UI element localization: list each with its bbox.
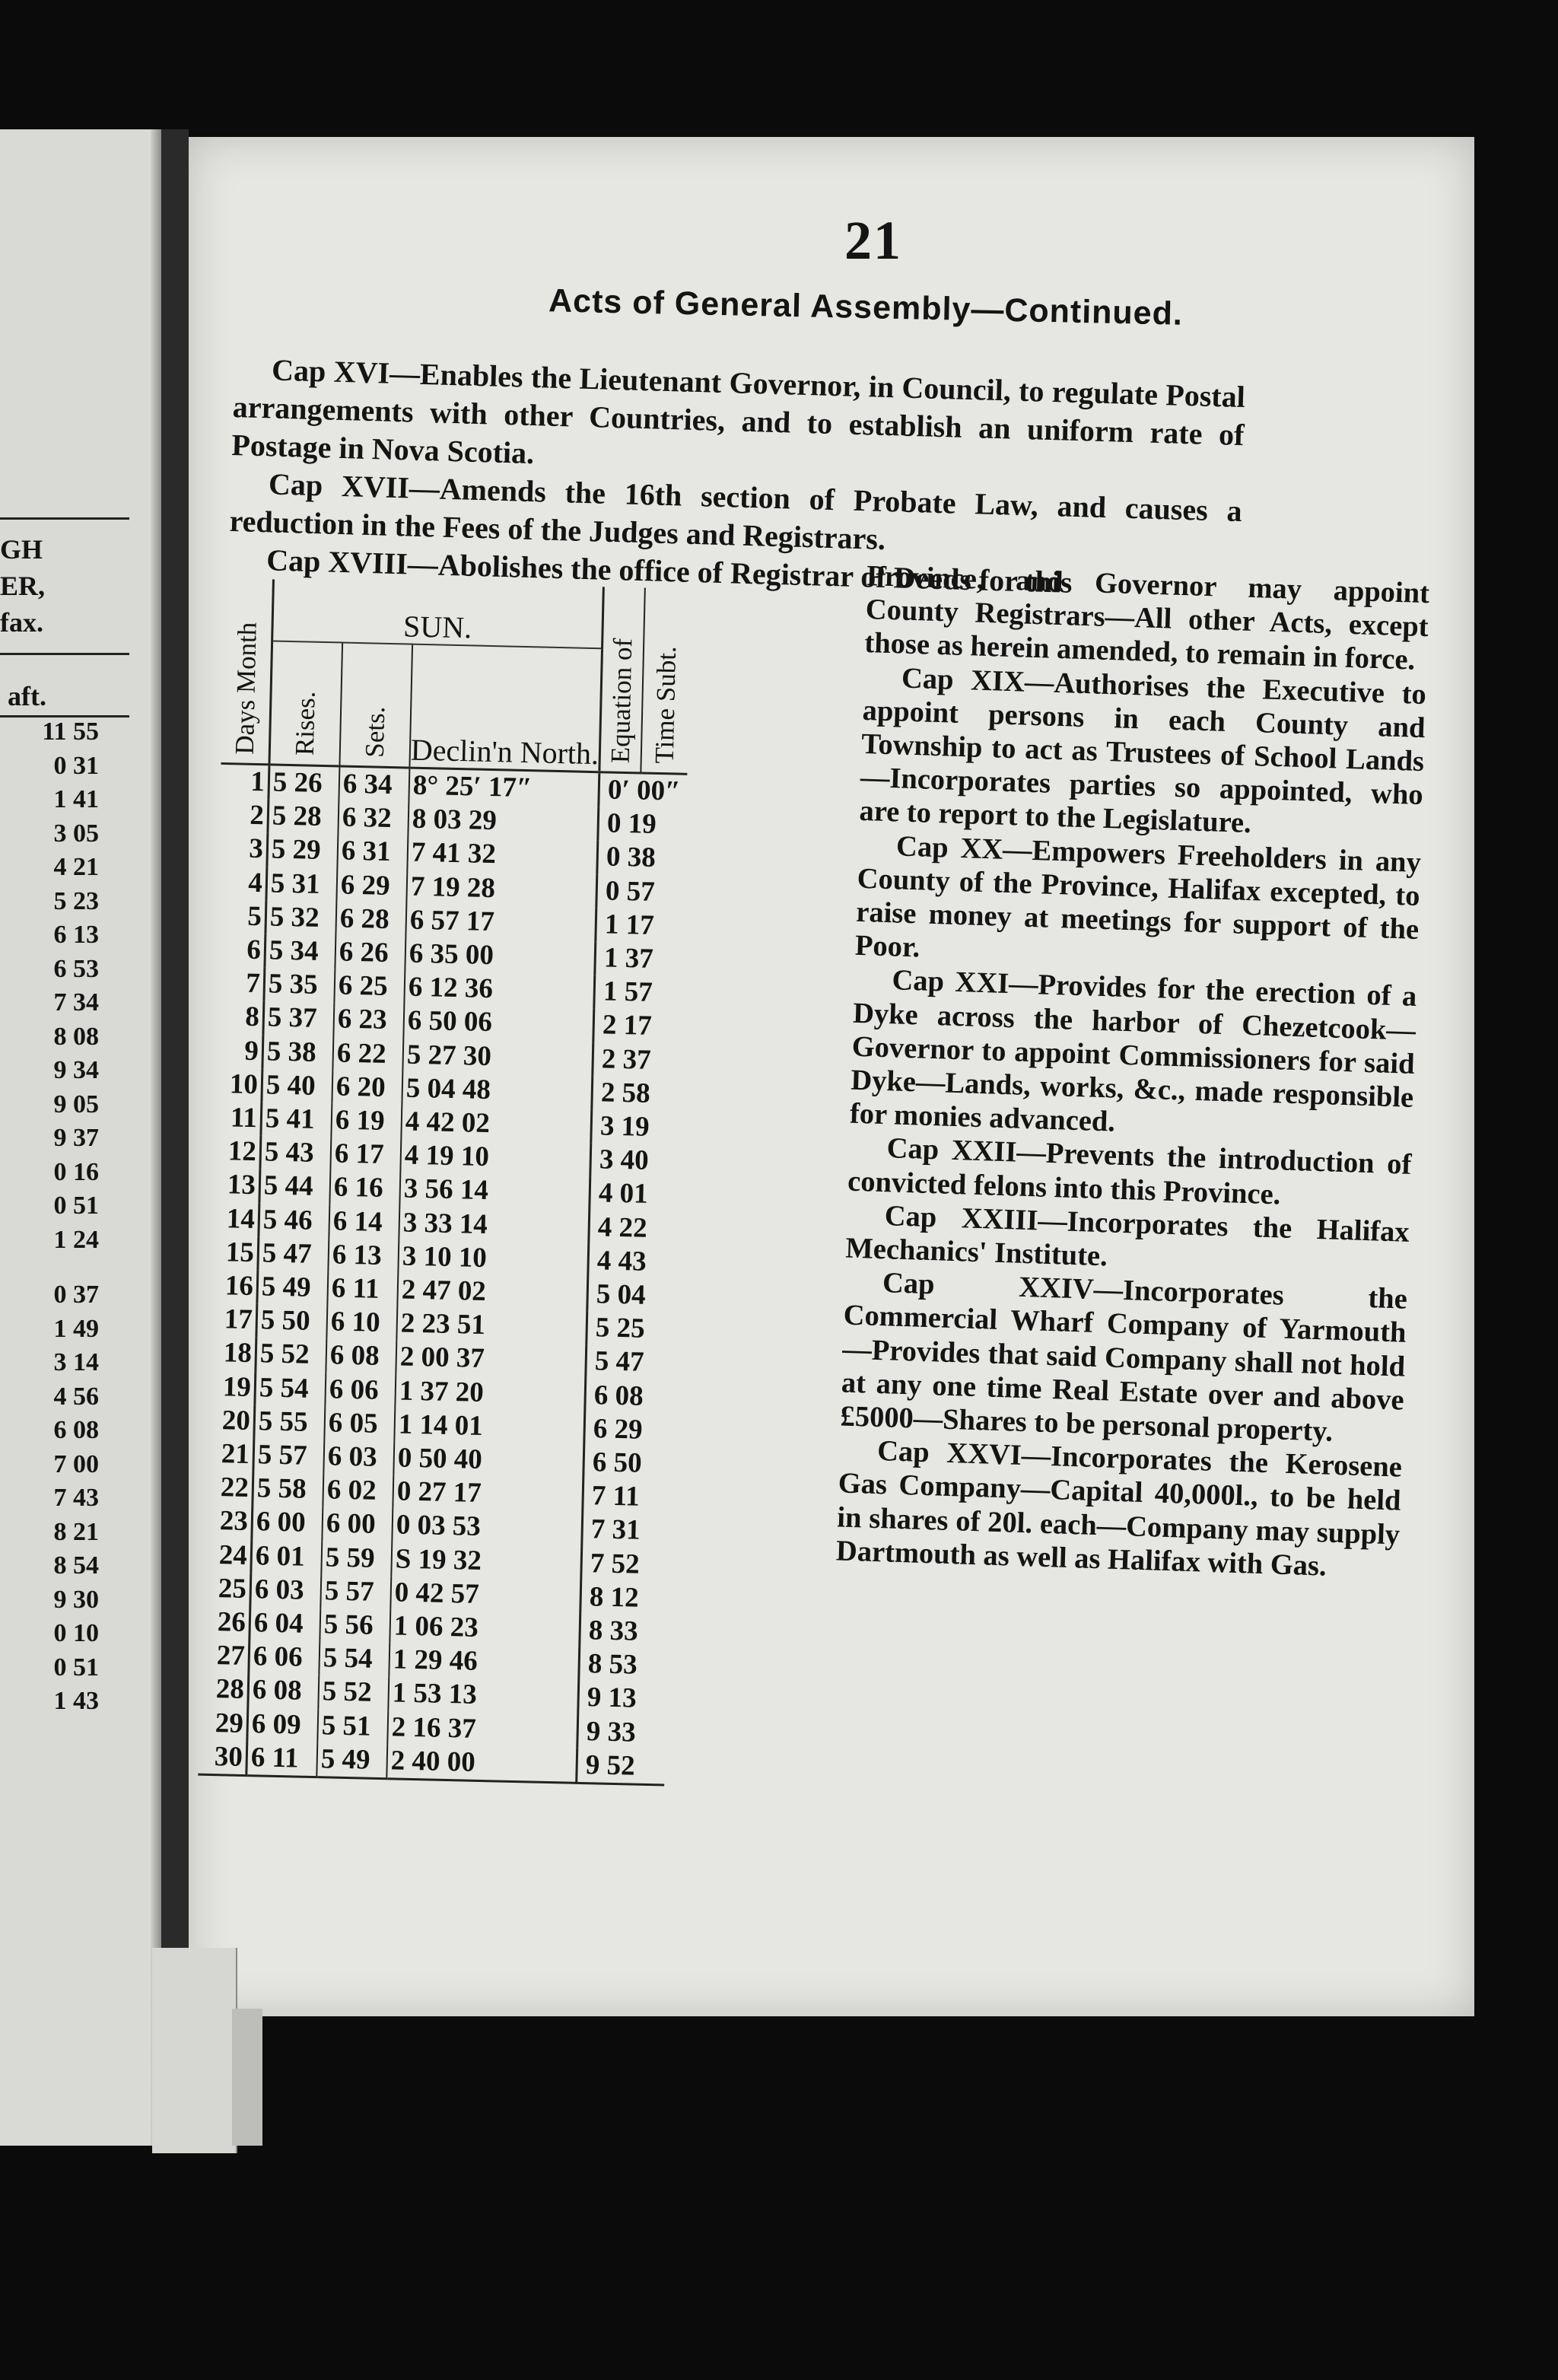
almanac-cell-rises: 6 08 <box>248 1674 319 1709</box>
almanac-cell-eq: 9 33 <box>577 1715 666 1751</box>
almanac-cell-day: 1 <box>250 765 265 798</box>
almanac-cell-eq: 9 52 <box>577 1748 666 1785</box>
almanac-cell-rises: 5 49 <box>257 1270 328 1305</box>
almanac-cell-eq: 5 25 <box>587 1311 675 1347</box>
left-column-value: 1 41 <box>53 785 99 813</box>
left-heading-line: fax. <box>0 607 43 638</box>
almanac-cell-eq: 0 38 <box>597 841 685 877</box>
almanac-cell-day: 28 <box>215 1673 245 1706</box>
almanac-cell-rises: 5 32 <box>265 900 336 935</box>
almanac-cell-sets: 6 06 <box>325 1373 396 1408</box>
left-column-value: 6 53 <box>53 954 99 983</box>
left-column-value: 7 34 <box>53 988 99 1017</box>
almanac-cell-sets: 6 28 <box>335 902 406 937</box>
almanac-cell-eq: 6 29 <box>584 1412 672 1448</box>
almanac-cell-eq: 0′ 00″ <box>599 772 688 809</box>
left-column-value: 9 34 <box>53 1056 99 1084</box>
almanac-cell-day: 19 <box>222 1370 252 1403</box>
almanac-cell-sets: 6 10 <box>326 1306 397 1341</box>
header-rises: Rises. <box>269 641 342 766</box>
left-column-value: 1 49 <box>53 1314 99 1343</box>
left-column-value: 8 54 <box>53 1551 99 1580</box>
almanac-cell-sets: 5 52 <box>318 1675 389 1710</box>
left-column-value: 0 51 <box>53 1192 99 1220</box>
almanac-cell-dec: 3 33 14 <box>399 1206 590 1244</box>
almanac-cell-dec: 8 03 29 <box>408 803 599 841</box>
almanac-cell-sets: 5 56 <box>320 1608 390 1643</box>
almanac-cell-sets: 6 20 <box>332 1070 402 1105</box>
almanac-cell-rises: 6 00 <box>252 1506 323 1541</box>
almanac-cell-dec: 1 53 13 <box>388 1677 579 1715</box>
almanac-cell-dec: 4 42 02 <box>401 1105 592 1143</box>
left-page-fragment <box>0 129 161 2146</box>
almanac-cell-dec: 3 56 14 <box>399 1172 590 1211</box>
page-heading: Acts of General Assembly—Continued. <box>548 282 1184 332</box>
almanac-cell-day: 8 <box>244 1001 260 1033</box>
almanac-cell-eq: 1 37 <box>595 941 683 977</box>
almanac-cell-eq: 8 33 <box>580 1614 668 1650</box>
almanac-cell-rises: 5 54 <box>255 1371 326 1406</box>
almanac-cell-dec: 1 14 01 <box>394 1408 585 1446</box>
almanac-cell-eq: 3 40 <box>590 1143 679 1179</box>
almanac-cell-day: 22 <box>220 1472 250 1504</box>
act-paragraph: Cap XXII—Prevents the introduction of convicted felons into this Province. <box>847 1132 1412 1211</box>
almanac-cell-day: 18 <box>223 1337 253 1370</box>
almanac-cell-day: 26 <box>217 1606 246 1639</box>
almanac-cell-sets: 6 03 <box>323 1440 394 1475</box>
almanac-cell-day: 23 <box>219 1505 249 1538</box>
almanac-cell-dec: 3 10 10 <box>398 1239 589 1278</box>
almanac-cell-dec: 0 27 17 <box>393 1475 583 1513</box>
header-time-subt: Time Subt. <box>641 588 692 775</box>
almanac-cell-dec: 2 16 37 <box>387 1710 578 1748</box>
almanac-cell-rises: 5 50 <box>256 1303 327 1338</box>
almanac-cell-sets: 6 11 <box>327 1271 398 1306</box>
almanac-cell-rises: 6 03 <box>250 1573 321 1608</box>
page-stub-shadow <box>232 2009 262 2146</box>
almanac-cell-dec: 1 29 46 <box>389 1643 580 1682</box>
almanac-cell-sets: 6 25 <box>334 969 405 1004</box>
almanac-cell-eq: 9 13 <box>578 1681 666 1717</box>
almanac-cell-dec: 4 19 10 <box>400 1139 591 1177</box>
left-column-value: 8 21 <box>53 1517 99 1546</box>
almanac-cell-day: 17 <box>224 1303 253 1336</box>
almanac-cell-rises: 5 52 <box>256 1338 326 1373</box>
almanac-cell-rises: 5 34 <box>265 934 335 969</box>
almanac-cell-dec: 7 19 28 <box>406 870 597 908</box>
left-page-column <box>0 715 114 1719</box>
almanac-cell-eq: 1 17 <box>596 908 684 943</box>
almanac-cell-dec: 8° 25′ 17″ <box>409 768 599 807</box>
almanac-cell-sets: 6 31 <box>337 835 408 870</box>
almanac-cell-day: 7 <box>245 967 261 1000</box>
almanac-cell-rises: 6 04 <box>250 1606 320 1641</box>
almanac-cell-rises: 5 35 <box>264 968 335 1003</box>
almanac-cell-rises: 5 38 <box>262 1035 333 1070</box>
almanac-cell-day: 27 <box>216 1640 246 1672</box>
almanac-cell-eq: 2 17 <box>593 1009 682 1045</box>
almanac-cell-eq: 4 43 <box>588 1244 676 1280</box>
left-column-value: 0 31 <box>53 751 99 780</box>
almanac-cell-dec: 5 04 48 <box>402 1071 593 1109</box>
act-paragraph: Province, and Governor may appoint County Registrars—All other Acts, except those as herein amended, to remain in force. <box>863 559 1430 677</box>
almanac-cell-day: 16 <box>224 1270 254 1303</box>
almanac-cell-eq: 3 19 <box>591 1109 679 1145</box>
almanac-cell-day: 2 <box>249 800 265 832</box>
left-page-edge <box>151 129 161 2146</box>
almanac-cell-rises: 6 06 <box>249 1640 320 1675</box>
page-stub <box>152 1948 237 2153</box>
almanac-cell-dec: 1 06 23 <box>390 1609 580 1647</box>
almanac-cell-sets: 5 54 <box>319 1641 390 1676</box>
almanac-cell-sets: 6 02 <box>323 1474 393 1509</box>
almanac-cell-day: 11 <box>230 1102 258 1134</box>
left-column-value: 11 55 <box>42 718 99 746</box>
left-column-value: 5 23 <box>53 886 99 915</box>
almanac-cell-dec: 6 50 06 <box>403 1004 594 1042</box>
left-column-value: 3 14 <box>53 1348 99 1376</box>
almanac-cell-sets: 6 34 <box>339 766 409 803</box>
almanac-cell-eq: 6 50 <box>583 1446 672 1481</box>
almanac-cell-eq: 4 01 <box>590 1177 678 1213</box>
left-column-value: 1 43 <box>53 1687 99 1715</box>
sun-almanac-table <box>198 578 879 1790</box>
act-paragraph: Cap XIX—Authorises the Executive to appoint persons in each County and Township to act as Trustees of School Lands—Incorporates parties so appointed, who are to report to the Legislature. <box>858 662 1427 840</box>
almanac-cell-dec: 6 35 00 <box>405 937 596 975</box>
almanac-cell-day: 3 <box>248 833 264 865</box>
almanac-cell-day: 13 <box>227 1169 256 1201</box>
left-column-value: 7 00 <box>53 1449 99 1478</box>
almanac-cell-sets: 6 16 <box>329 1171 400 1206</box>
gutter-shadow <box>161 129 189 2146</box>
book-page <box>189 137 1474 2016</box>
almanac-cell-day: 29 <box>215 1707 244 1739</box>
almanac-cell-sets: 6 05 <box>324 1406 395 1441</box>
almanac-cell-eq: 5 47 <box>586 1344 674 1380</box>
page-number: 21 <box>844 210 902 271</box>
almanac-cell-rises: 5 43 <box>260 1135 331 1170</box>
almanac-cell-rises: 5 58 <box>253 1472 323 1507</box>
almanac-cell-sets: 6 23 <box>333 1003 404 1038</box>
almanac-cell-rises: 6 01 <box>251 1539 322 1574</box>
almanac-cell-eq: 2 37 <box>593 1042 681 1078</box>
left-column-value: 8 08 <box>53 1022 99 1051</box>
almanac-cell-sets: 6 08 <box>326 1339 396 1374</box>
left-column-label: aft. <box>8 681 46 711</box>
almanac-cell-eq: 5 04 <box>587 1278 676 1313</box>
almanac-cell-day: 25 <box>218 1573 247 1605</box>
almanac-cell-eq: 8 53 <box>579 1647 667 1683</box>
left-column-value: 0 16 <box>53 1157 99 1186</box>
almanac-cell-eq: 7 52 <box>581 1547 669 1583</box>
almanac-cell-day: 24 <box>218 1538 248 1571</box>
almanac-cell-sets: 6 29 <box>336 868 407 903</box>
almanac-cell-eq: 8 12 <box>580 1580 669 1616</box>
almanac-cell-sets: 5 51 <box>317 1709 388 1744</box>
almanac-cell-rises: 5 40 <box>262 1068 332 1103</box>
act-paragraph: Cap XVIII—Abolishes the office of Registrar of Deeds for this <box>265 542 1073 600</box>
almanac-cell-day: 5 <box>246 900 262 933</box>
left-column-value: 1 24 <box>53 1225 99 1254</box>
almanac-cell-rises: 5 47 <box>258 1236 329 1271</box>
almanac-cell-rises: 5 31 <box>266 867 337 902</box>
almanac-cell-dec: 2 47 02 <box>397 1273 588 1311</box>
almanac-cell-dec: 6 57 17 <box>405 903 596 941</box>
almanac-cell-dec: 7 41 32 <box>407 836 598 874</box>
almanac-cell-eq: 7 31 <box>582 1513 670 1548</box>
almanac-cell-rises: 5 28 <box>268 800 339 835</box>
almanac-cell-eq: 6 08 <box>585 1379 673 1414</box>
almanac-cell-eq: 4 22 <box>589 1211 677 1246</box>
almanac-cell-day: 6 <box>246 934 262 966</box>
act-paragraph: Cap XXIII—Incorporates the Halifax Mechanics' Institute. <box>844 1200 1410 1273</box>
almanac-cell-sets: 5 59 <box>321 1541 392 1576</box>
almanac-cell-day: 30 <box>198 1739 247 1775</box>
almanac-cell-sets: 6 22 <box>332 1036 403 1071</box>
almanac-cell-day: 4 <box>247 867 263 899</box>
header-equation: Equation of <box>599 587 645 773</box>
left-column-value: 0 51 <box>53 1653 99 1682</box>
almanac-cell-rises: 5 46 <box>259 1203 329 1238</box>
almanac-cell-eq: 0 57 <box>596 874 685 910</box>
act-paragraph: Cap XVI—Enables the Lieutenant Governor, in Council, to regulate Postal arrangements with other Countries, and to establish an uniform rate of Postage in Nova Scotia. <box>231 352 1246 471</box>
left-column-value: 4 21 <box>53 853 99 881</box>
almanac-cell-sets: 6 32 <box>338 801 409 836</box>
almanac-cell-dec: 2 40 00 <box>386 1744 577 1783</box>
header-sun: SUN. <box>272 579 604 648</box>
almanac-cell-sets: 6 14 <box>329 1204 399 1239</box>
almanac-cell-sets: 6 00 <box>322 1507 393 1542</box>
almanac-cell-day: 14 <box>226 1202 256 1235</box>
almanac-cell-sets: 6 17 <box>330 1138 401 1172</box>
left-page-rule <box>0 517 129 520</box>
left-page-heading <box>0 531 68 641</box>
left-column-value: 4 56 <box>53 1382 99 1411</box>
header-days-month: Days Month <box>221 578 273 765</box>
almanac-cell-day: 12 <box>227 1135 257 1168</box>
almanac-cell-day: 9 <box>243 1035 259 1067</box>
header-declination: Declin'n North. <box>409 644 602 772</box>
almanac-cell-sets: 6 19 <box>331 1103 402 1138</box>
almanac-cell-rises: 5 57 <box>253 1438 324 1473</box>
almanac-cell-eq: 7 11 <box>583 1479 671 1515</box>
almanac-cell-rises: 6 09 <box>247 1707 318 1742</box>
almanac-cell-sets: 6 13 <box>328 1238 399 1273</box>
almanac-cell-rises: 5 29 <box>267 833 338 868</box>
left-heading-line: ER, <box>0 571 46 601</box>
left-heading-line: GH <box>0 534 43 565</box>
almanac-cell-rises: 5 37 <box>263 1001 334 1036</box>
almanac-cell-day: 15 <box>225 1236 255 1268</box>
almanac-cell-dec: 2 23 51 <box>396 1307 587 1345</box>
left-column-value: 6 08 <box>53 1416 99 1444</box>
almanac-cell-dec: S 19 32 <box>391 1542 582 1580</box>
left-column-value: 9 37 <box>53 1124 99 1152</box>
almanac-cell-dec: 6 12 36 <box>404 971 595 1009</box>
header-sets: Sets. <box>339 643 412 768</box>
almanac-cell-rises: 5 41 <box>261 1102 332 1137</box>
almanac-body <box>198 763 687 1785</box>
almanac-cell-rises: 6 11 <box>246 1741 318 1777</box>
act-paragraph: Cap XXIV—Incorporates the Commercial Wharf Company of Yarmouth—Provides that said Company shall not hold at any one time Real Estate over and above £5000—Shares to be personal property. <box>839 1267 1408 1448</box>
almanac-cell-day: 21 <box>221 1438 250 1471</box>
almanac-cell-dec: 0 42 57 <box>390 1576 581 1614</box>
left-column-value: 7 43 <box>53 1484 99 1512</box>
almanac-cell-dec: 1 37 20 <box>395 1374 586 1412</box>
act-paragraph: Cap XVII—Amends the 16th section of Probate Law, and causes a reduction in the Fees of the Judges and Registrars. <box>229 466 1243 556</box>
almanac-cell-rises: 5 55 <box>254 1405 325 1440</box>
almanac-cell-dec: 0 03 53 <box>392 1509 583 1547</box>
almanac-cell-dec: 0 50 40 <box>393 1441 584 1479</box>
almanac-cell-sets: 6 26 <box>335 935 405 970</box>
almanac-cell-day: 10 <box>229 1068 259 1100</box>
almanac-cell-sets: 5 57 <box>320 1574 391 1609</box>
left-column-value: 3 05 <box>53 819 99 848</box>
almanac-cell-rises: 5 44 <box>259 1169 330 1204</box>
acts-column <box>835 559 1429 1586</box>
left-column-value: 9 30 <box>53 1585 99 1614</box>
left-column-value: 9 05 <box>53 1090 99 1118</box>
act-paragraph: Cap XXI—Provides for the erection of a Dyke across the harbor of Chezetcook—Governor to appoint Commissioners for said Dyke—Lands, works, &c., made responsible for monies advanced. <box>849 964 1417 1138</box>
almanac-cell-dec: 2 00 37 <box>396 1341 587 1379</box>
almanac-cell-eq: 1 57 <box>594 975 682 1010</box>
almanac-cell-dec: 5 27 30 <box>402 1038 593 1076</box>
act-paragraph: Cap XXVI—Incorporates the Kerosene Gas Company—Capital 40,000l., to be held in shares of 20l. each—Company may supply Dartmouth as well as Halifax with Gas. <box>835 1435 1403 1583</box>
almanac-cell-sets: 5 49 <box>316 1742 387 1779</box>
left-column-value: 0 37 <box>53 1281 99 1309</box>
almanac-cell-rises: 5 26 <box>269 765 340 801</box>
almanac-cell-eq: 0 19 <box>598 807 686 842</box>
left-column-value: 6 13 <box>53 921 99 949</box>
almanac-cell-day: 20 <box>221 1405 251 1437</box>
act-paragraph: Cap XX—Empowers Freeholders in any County of the Province, Halifax excepted, to raise money at meetings for support of the Poor. <box>854 830 1422 964</box>
almanac-cell-eq: 2 58 <box>592 1076 680 1112</box>
left-column-value: 0 10 <box>53 1619 99 1647</box>
left-page-rule <box>0 653 129 655</box>
